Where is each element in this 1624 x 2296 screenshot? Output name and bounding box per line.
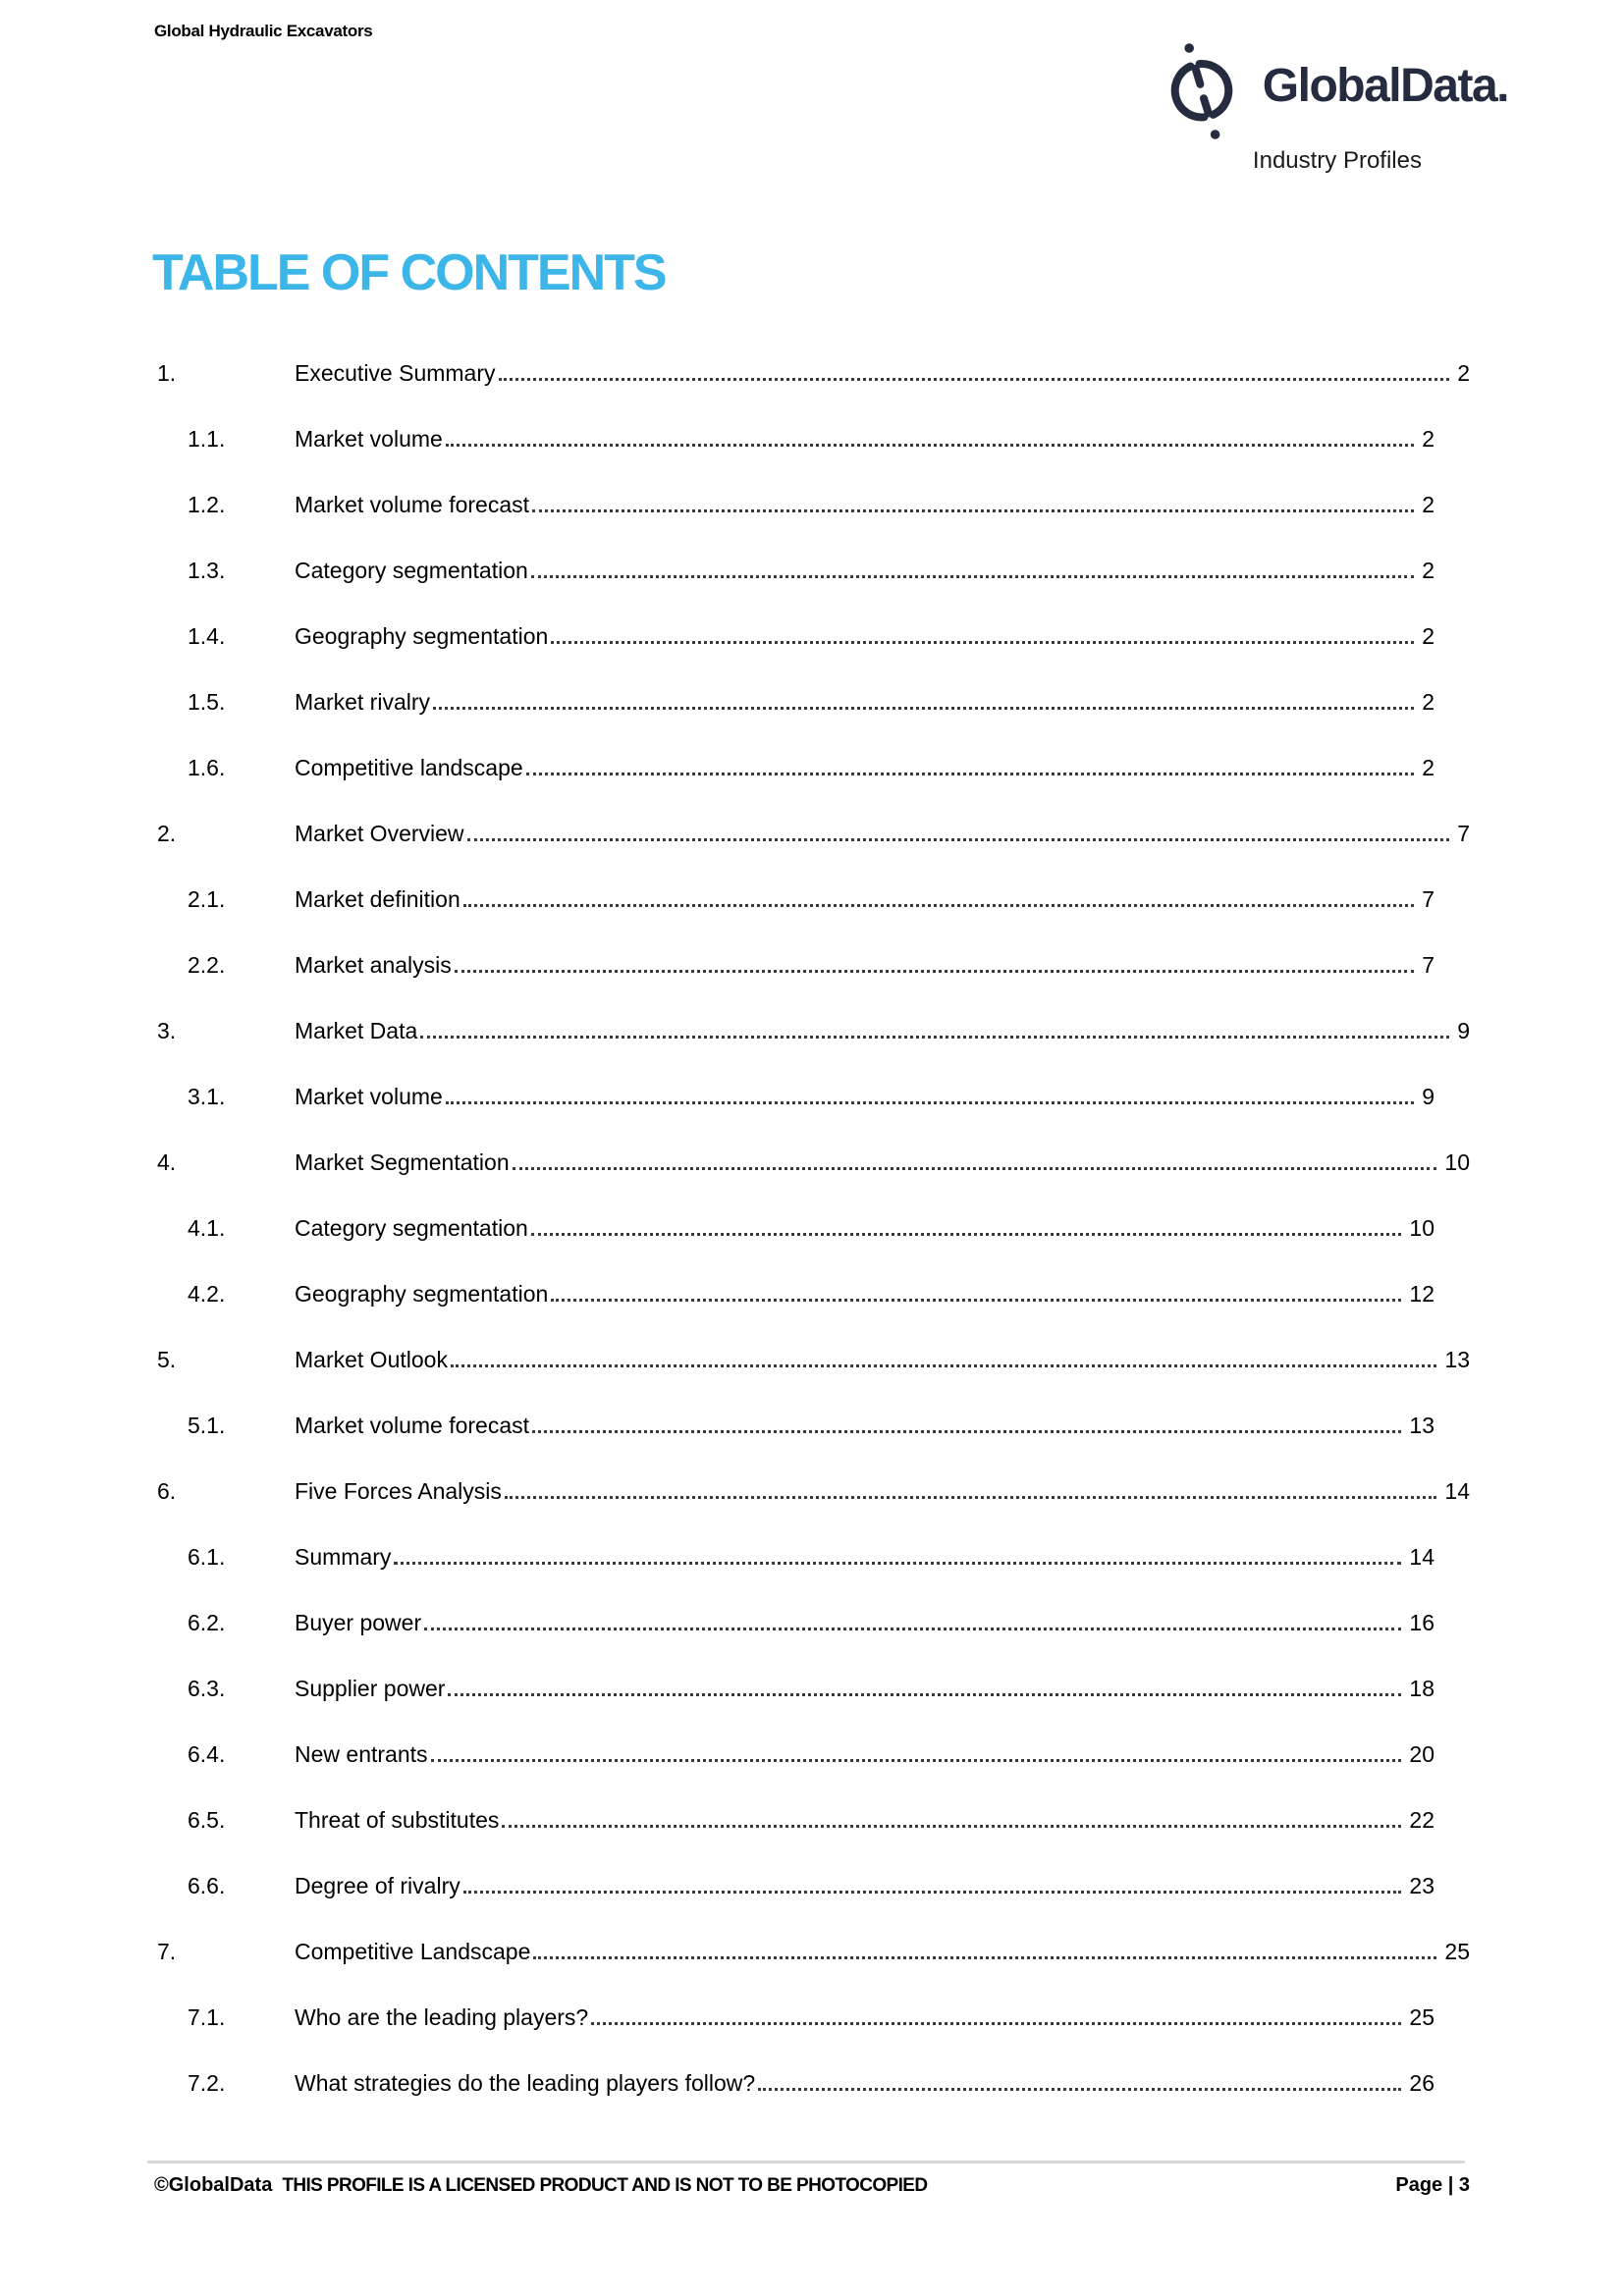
- toc-entry-page: 2: [1422, 558, 1435, 583]
- toc-entry-page: 14: [1444, 1478, 1470, 1504]
- toc-entry-number: 5.: [157, 1347, 177, 1372]
- toc-entry-page: 9: [1422, 1084, 1435, 1109]
- toc-entry-label: Geography segmentation: [295, 1281, 549, 1307]
- toc-dot-leader: [502, 1825, 1401, 1828]
- toc-entry[interactable]: [157, 1282, 1435, 1306]
- toc-entry-number: 6.1.: [188, 1544, 226, 1570]
- toc-dot-leader: [455, 970, 1414, 973]
- toc-dot-leader: [531, 575, 1414, 578]
- toc-entry-number: 7.: [157, 1939, 177, 1964]
- toc-dot-leader: [532, 1430, 1401, 1433]
- toc-entry-page: 2: [1422, 426, 1435, 452]
- toc-entry-label: Market volume forecast: [295, 1413, 530, 1438]
- toc-dot-leader: [424, 1628, 1401, 1630]
- globaldata-logo-block: [1155, 37, 1508, 175]
- toc-entry-label: What strategies do the leading players follow?: [295, 2070, 756, 2096]
- toc-entry-page: 14: [1409, 1544, 1435, 1570]
- toc-entry-page: 12: [1409, 1281, 1435, 1307]
- toc-entry[interactable]: [157, 1808, 1435, 1832]
- toc-dot-leader: [591, 2022, 1401, 2025]
- toc-entry[interactable]: [157, 887, 1435, 911]
- toc-entry-page: 2: [1422, 755, 1435, 780]
- toc-dot-leader: [433, 707, 1414, 710]
- toc-entry-number: 1.5.: [188, 689, 226, 715]
- toc-entry-page: 2: [1457, 360, 1470, 386]
- toc-dot-leader: [467, 838, 1450, 841]
- toc-entry-label: Market volume forecast: [295, 492, 530, 517]
- toc-entry[interactable]: [157, 1479, 1470, 1503]
- toc-entry[interactable]: [157, 624, 1435, 648]
- page-title: TABLE OF CONTENTS: [152, 244, 666, 301]
- toc-dot-leader: [420, 1036, 1449, 1039]
- toc-entry[interactable]: [157, 1019, 1470, 1042]
- toc-dot-leader: [463, 904, 1414, 907]
- document-header-title: Global Hydraulic Excavators: [154, 22, 373, 40]
- toc-entry-label: Market rivalry: [295, 689, 431, 715]
- toc-entry-label: Market volume: [295, 1084, 443, 1109]
- toc-entry-label: Threat of substitutes: [295, 1807, 500, 1833]
- toc-entry-label: Executive Summary: [295, 360, 496, 386]
- toc-dot-leader: [532, 509, 1414, 512]
- toc-entry-page: 7: [1457, 821, 1470, 846]
- toc-dot-leader: [531, 1233, 1402, 1236]
- toc-entry-page: 18: [1409, 1676, 1435, 1701]
- toc-entry-page: 7: [1422, 952, 1435, 978]
- toc-dot-leader: [394, 1562, 1401, 1565]
- toc-entry[interactable]: [157, 1940, 1470, 1963]
- toc-entry-number: 1.: [157, 360, 177, 386]
- toc-entry[interactable]: [157, 1742, 1435, 1766]
- toc-entry[interactable]: [157, 559, 1435, 582]
- toc-entry-label: Market Segmentation: [295, 1149, 510, 1175]
- industry-profiles-label: Industry Profiles: [1252, 147, 1422, 174]
- toc-entry-label: Competitive Landscape: [295, 1939, 531, 1964]
- toc-entry[interactable]: [157, 1150, 1470, 1174]
- toc-entry[interactable]: [157, 756, 1435, 779]
- toc-entry[interactable]: [157, 1414, 1435, 1437]
- toc-entry-page: 13: [1409, 1413, 1435, 1438]
- toc-entry-page: 23: [1409, 1873, 1435, 1898]
- toc-entry-label: Supplier power: [295, 1676, 446, 1701]
- toc-entry-page: 22: [1409, 1807, 1435, 1833]
- toc-entry-label: Market Data: [295, 1018, 418, 1043]
- footer-divider: [147, 2161, 1465, 2163]
- toc-entry[interactable]: [157, 822, 1470, 845]
- toc-entry-number: 2.: [157, 821, 177, 846]
- toc-entry-page: 10: [1444, 1149, 1470, 1175]
- toc-entry-label: Market Outlook: [295, 1347, 448, 1372]
- globaldata-wordmark: GlobalData.: [1262, 60, 1508, 112]
- toc-entry-number: 1.2.: [188, 492, 226, 517]
- toc-dot-leader: [446, 1101, 1414, 1104]
- footer-page-number: Page | 3: [1395, 2174, 1470, 2196]
- toc-entry-page: 26: [1409, 2070, 1435, 2096]
- footer-license-notice: THIS PROFILE IS A LICENSED PRODUCT AND IS NOT TO BE PHOTOCOPIED: [282, 2175, 928, 2196]
- toc-entry-number: 2.1.: [188, 886, 226, 912]
- toc-entry[interactable]: [157, 953, 1435, 977]
- toc-dot-leader: [758, 2088, 1401, 2091]
- toc-entry-page: 2: [1422, 492, 1435, 517]
- toc-entry[interactable]: [157, 1677, 1435, 1700]
- toc-entry-page: 16: [1409, 1610, 1435, 1635]
- toc-entry-number: 6.4.: [188, 1741, 226, 1767]
- toc-entry-label: Category segmentation: [295, 1215, 528, 1241]
- toc-entry-number: 6.3.: [188, 1676, 226, 1701]
- toc-entry-number: 3.: [157, 1018, 177, 1043]
- toc-entry-number: 2.2.: [188, 952, 226, 978]
- toc-entry-number: 6.: [157, 1478, 177, 1504]
- toc-entry[interactable]: [157, 1611, 1435, 1634]
- toc-dot-leader: [446, 444, 1414, 447]
- toc-entry-page: 2: [1422, 689, 1435, 715]
- toc-entry[interactable]: [157, 493, 1435, 516]
- toc-dot-leader: [431, 1759, 1402, 1762]
- toc-entry-label: Market Overview: [295, 821, 464, 846]
- toc-entry[interactable]: [157, 690, 1435, 714]
- toc-entry-number: 5.1.: [188, 1413, 226, 1438]
- toc-entry[interactable]: [157, 361, 1470, 385]
- toc-entry-page: 10: [1409, 1215, 1435, 1241]
- toc-dot-leader: [551, 641, 1414, 644]
- toc-entry-label: Buyer power: [295, 1610, 422, 1635]
- toc-entry-number: 1.6.: [188, 755, 226, 780]
- toc-entry[interactable]: [157, 1545, 1435, 1569]
- toc-entry-label: Market analysis: [295, 952, 452, 978]
- toc-entry-label: Degree of rivalry: [295, 1873, 460, 1898]
- toc-entry-number: 6.2.: [188, 1610, 226, 1635]
- toc-entry-label: Market definition: [295, 886, 460, 912]
- toc-entry-page: 20: [1409, 1741, 1435, 1767]
- toc-entry[interactable]: [157, 2071, 1435, 2095]
- toc-entry-number: 1.3.: [188, 558, 226, 583]
- toc-entry-label: Competitive landscape: [295, 755, 523, 780]
- toc-entry[interactable]: [157, 427, 1435, 451]
- toc-entry-label: Five Forces Analysis: [295, 1478, 502, 1504]
- toc-entry-number: 1.1.: [188, 426, 226, 452]
- toc-entry-page: 25: [1444, 1939, 1470, 1964]
- toc-entry-number: 7.1.: [188, 2004, 226, 2030]
- toc-entry-page: 25: [1409, 2004, 1435, 2030]
- toc-entry[interactable]: [157, 1085, 1435, 1108]
- toc-dot-leader: [448, 1693, 1401, 1696]
- toc-entry[interactable]: [157, 1874, 1435, 1897]
- toc-dot-leader: [526, 773, 1415, 775]
- globaldata-logo-icon: [1155, 37, 1249, 145]
- toc-entry-number: 7.2.: [188, 2070, 226, 2096]
- toc-entry-label: New entrants: [295, 1741, 428, 1767]
- toc-entry-label: Category segmentation: [295, 558, 528, 583]
- toc-dot-leader: [463, 1891, 1402, 1894]
- toc-entry-page: 7: [1422, 886, 1435, 912]
- toc-dot-leader: [551, 1299, 1401, 1302]
- toc-entry-number: 6.5.: [188, 1807, 226, 1833]
- toc-dot-leader: [533, 1956, 1436, 1959]
- footer: [154, 2174, 1470, 2197]
- toc-dot-leader: [499, 378, 1450, 381]
- toc-dot-leader: [451, 1364, 1436, 1367]
- toc-dot-leader: [513, 1167, 1437, 1170]
- footer-copyright: ©GlobalData: [154, 2174, 273, 2196]
- toc-entry-label: Summary: [295, 1544, 392, 1570]
- toc-entry-page: 2: [1422, 623, 1435, 649]
- toc-entry[interactable]: [157, 2005, 1435, 2029]
- toc-entry-page: 13: [1444, 1347, 1470, 1372]
- toc-entry-number: 3.1.: [188, 1084, 226, 1109]
- table-of-contents: [157, 361, 1470, 2137]
- toc-entry[interactable]: [157, 1216, 1435, 1240]
- toc-entry-label: Who are the leading players?: [295, 2004, 589, 2030]
- toc-entry-number: 4.: [157, 1149, 177, 1175]
- toc-entry-number: 4.2.: [188, 1281, 226, 1307]
- toc-entry[interactable]: [157, 1348, 1470, 1371]
- toc-entry-label: Geography segmentation: [295, 623, 549, 649]
- toc-entry-page: 9: [1457, 1018, 1470, 1043]
- toc-dot-leader: [505, 1496, 1437, 1499]
- toc-entry-number: 4.1.: [188, 1215, 226, 1241]
- toc-entry-number: 1.4.: [188, 623, 226, 649]
- toc-entry-number: 6.6.: [188, 1873, 226, 1898]
- toc-entry-label: Market volume: [295, 426, 443, 452]
